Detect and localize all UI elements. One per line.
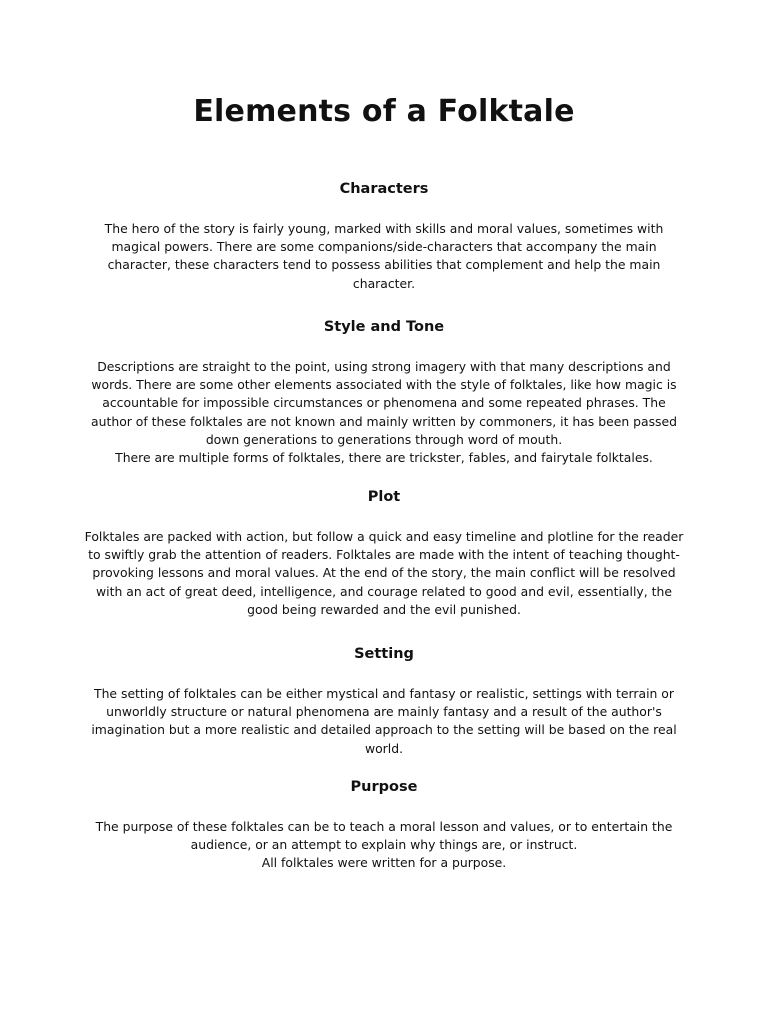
paragraph: The hero of the story is fairly young, marked with skills and moral values, sometimes with magical powers. There are some companions/side-characters that accompany the main character, these characters tend to possess abilities that complement and help the main character. [104, 221, 664, 291]
paragraph: Folktales are packed with action, but follow a quick and easy timeline and plotline for the reader to swiftly grab the attention of readers. Folktales are made with the intent of teaching thought-provoking lessons and moral values. At the end of the story, the main conflict will be resolved with an act of great deed, intelligence, and courage related to good and evil, essentially, the good being rewarded and the evil punished. [84, 529, 684, 617]
section-body-setting [84, 685, 684, 758]
section-setting [84, 644, 684, 758]
section-purpose [84, 777, 684, 873]
section-characters [84, 179, 684, 293]
section-plot [84, 487, 684, 619]
section-heading-style-and-tone: Style and Tone [323, 319, 445, 335]
section-heading-characters: Characters [339, 181, 429, 197]
section-body-plot [84, 528, 684, 619]
paragraph: The purpose of these folktales can be to teach a moral lesson and values, or to entertain the audience, or an attempt to explain why things are, or instruct. [95, 819, 673, 853]
section-style-and-tone [84, 317, 684, 467]
paragraph: All folktales were written for a purpose. [261, 855, 507, 871]
page-title: Elements of a Folktale [193, 94, 575, 129]
paragraph: There are multiple forms of folktales, there are trickster, fables, and fairytale folktales. [115, 450, 653, 466]
section-heading-plot: Plot [367, 489, 401, 505]
paragraph: Descriptions are straight to the point, using strong imagery with that many descriptions and words. There are some other elements associated with the style of folktales, like how magic is accountable for impossible circumstances or phenomena and some repeated phrases. The author of these folktales are not known and mainly written by commoners, it has been passed down generations to generations through word of mouth. [91, 359, 677, 447]
section-body-purpose [84, 818, 684, 873]
paragraph: The setting of folktales can be either mystical and fantasy or realistic, settings with terrain or unworldly structure or natural phenomena are mainly fantasy and a result of the author's imagination but a more realistic and detailed approach to the setting will be based on the real world. [91, 686, 677, 756]
section-heading-setting: Setting [354, 646, 414, 662]
section-heading-purpose: Purpose [350, 779, 418, 795]
section-body-style-and-tone [84, 358, 684, 467]
section-body-characters [84, 220, 684, 293]
